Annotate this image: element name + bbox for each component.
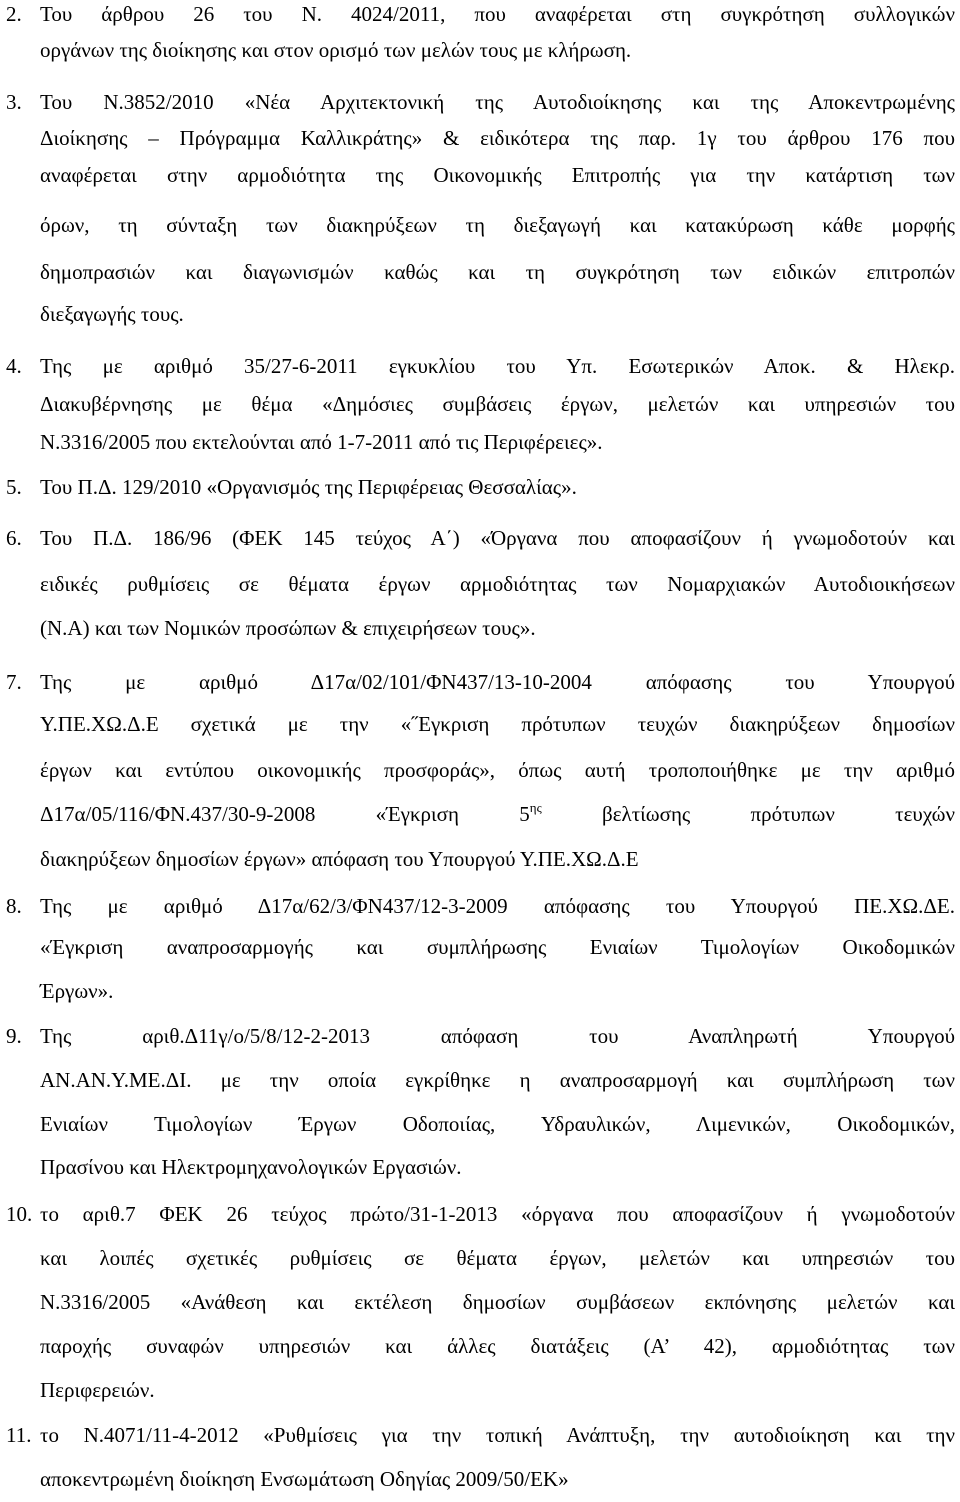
item-number: 5. (6, 475, 22, 499)
text-line: Του Π.Δ. 186/96 (ΦΕΚ 145 τεύχος Α΄) «Όργανα που αποφασίζουν ή γνωμοδοτούν και (40, 526, 955, 550)
text-line: Της με αριθμό Δ17α/02/101/ΦΝ437/13-10-2004 απόφασης του Υπουργού (40, 670, 955, 694)
text-line: έργων και εντύπου οικονομικής προσφοράς», όπως αυτή τροποποιήθηκε με την αριθμό (40, 758, 955, 782)
text-line: Διακυβέρνησης με θέμα «Δημόσιες συμβάσεις έργων, μελετών και υπηρεσιών του (40, 392, 955, 416)
text-line: Δ17α/05/116/ΦΝ.437/30-9-2008 «Έγκριση $5^{\eta\varsigma}$ βελτίωσης πρότυπων τευχών (40, 800, 955, 826)
text-line: όρων, τη σύνταξη των διακηρύξεων τη διεξαγωγή και κατακύρωση κάθε μορφής (40, 213, 955, 237)
text-line: Ενιαίων Τιμολογίων Έργων Οδοποιίας, Υδραυλικών, Λιμενικών, Οικοδομικών, (40, 1112, 955, 1136)
item-number: 3. (6, 90, 22, 114)
text-line: «Έγκριση αναπροσαρμογής και συμπλήρωσης Ενιαίων Τιμολογίων Οικοδομικών (40, 935, 955, 959)
item-number: 7. (6, 670, 22, 694)
item-number: 9. (6, 1024, 22, 1048)
text-line: Του Π.Δ. 129/2010 «Οργανισμός της Περιφέρειας Θεσσαλίας». (40, 475, 577, 499)
text-line: ΑΝ.ΑΝ.Υ.ΜΕ.ΔΙ. με την οποία εγκρίθηκε η αναπροσαρμογή και συμπλήρωση των (40, 1068, 955, 1092)
text-line: Του Ν.3852/2010 «Νέα Αρχιτεκτονική της Αυτοδιοίκησης και της Αποκεντρωμένης (40, 90, 955, 114)
item-number: 6. (6, 526, 22, 550)
superscript: ης (529, 800, 542, 815)
item-number: 8. (6, 894, 22, 918)
text-line: αναφέρεται στην αρμοδιότητα της Οικονομικής Επιτροπής για την κατάρτιση των (40, 163, 955, 187)
text-line: το αριθ.7 ΦΕΚ 26 τεύχος πρώτο/31-1-2013 «όργανα που αποφασίζουν ή γνωμοδοτούν (40, 1202, 955, 1226)
text-line: Του άρθρου 26 του Ν. 4024/2011, που αναφέρεται στη συγκρότηση συλλογικών (40, 2, 955, 26)
text-line: Πρασίνου και Ηλεκτρομηχανολογικών Εργασιών. (40, 1155, 462, 1179)
text-line: το Ν.4071/11-4-2012 «Ρυθμίσεις για την τοπική Ανάπτυξη, την αυτοδιοίκηση και την (40, 1423, 955, 1447)
text-line: Ν.3316/2005 που εκτελούνται από 1-7-2011 από τις Περιφέρειες». (40, 430, 603, 454)
text-line: Περιφερειών. (40, 1378, 155, 1402)
text-line: ειδικές ρυθμίσεις σε θέματα έργων αρμοδιότητας των Νομαρχιακών Αυτοδιοικήσεων (40, 572, 955, 596)
text-line: Υ.ΠΕ.ΧΩ.Δ.Ε σχετικά με την «˝Εγκριση πρότυπων τευχών διακηρύξεων δημοσίων (40, 712, 955, 736)
text-line: παροχής συναφών υπηρεσιών και άλλες διατάξεις (Α’ 42), αρμοδιότητας των (40, 1334, 955, 1358)
item-number: 11. (6, 1423, 32, 1447)
text-line: Της με αριθμό Δ17α/62/3/ΦΝ437/12-3-2009 απόφασης του Υπουργού ΠΕ.ΧΩ.ΔΕ. (40, 894, 955, 918)
text-line: Ν.3316/2005 «Ανάθεση και εκτέλεση δημοσίων συμβάσεων εκπόνησης μελετών και (40, 1290, 955, 1314)
text-line: Διοίκησης – Πρόγραμμα Καλλικράτης» & ειδικότερα της παρ. 1γ του άρθρου 176 που (40, 126, 955, 150)
text-line: Έργων». (40, 979, 114, 1003)
text-line: Της αριθ.Δ11γ/ο/5/8/12-2-2013 απόφαση του Αναπληρωτή Υπουργού (40, 1024, 955, 1048)
text-line: διακηρύξεων δημοσίων έργων» απόφαση του Υπουργού Υ.ΠΕ.ΧΩ.Δ.Ε (40, 847, 639, 871)
text-line: διεξαγωγής τους. (40, 302, 184, 326)
text-line: αποκεντρωμένη διοίκηση Ενσωμάτωση Οδηγίας 2009/50/ΕΚ» (40, 1467, 569, 1491)
text-line: οργάνων της διοίκησης και στον ορισμό των μελών τους με κλήρωση. (40, 38, 632, 62)
item-number: 2. (6, 2, 22, 26)
item-number: 10. (6, 1202, 33, 1226)
text-line: Της με αριθμό 35/27-6-2011 εγκυκλίου του Υπ. Εσωτερικών Αποκ. & Ηλεκρ. (40, 354, 955, 378)
item-number: 4. (6, 354, 22, 378)
text-line: δημοπρασιών και διαγωνισμών καθώς και τη συγκρότηση των ειδικών επιτροπών (40, 260, 955, 284)
text-line: (Ν.Α) και των Νομικών προσώπων & επιχειρήσεων τους». (40, 616, 536, 640)
text-line: και λοιπές σχετικές ρυθμίσεις σε θέματα έργων, μελετών και υπηρεσιών του (40, 1246, 955, 1270)
